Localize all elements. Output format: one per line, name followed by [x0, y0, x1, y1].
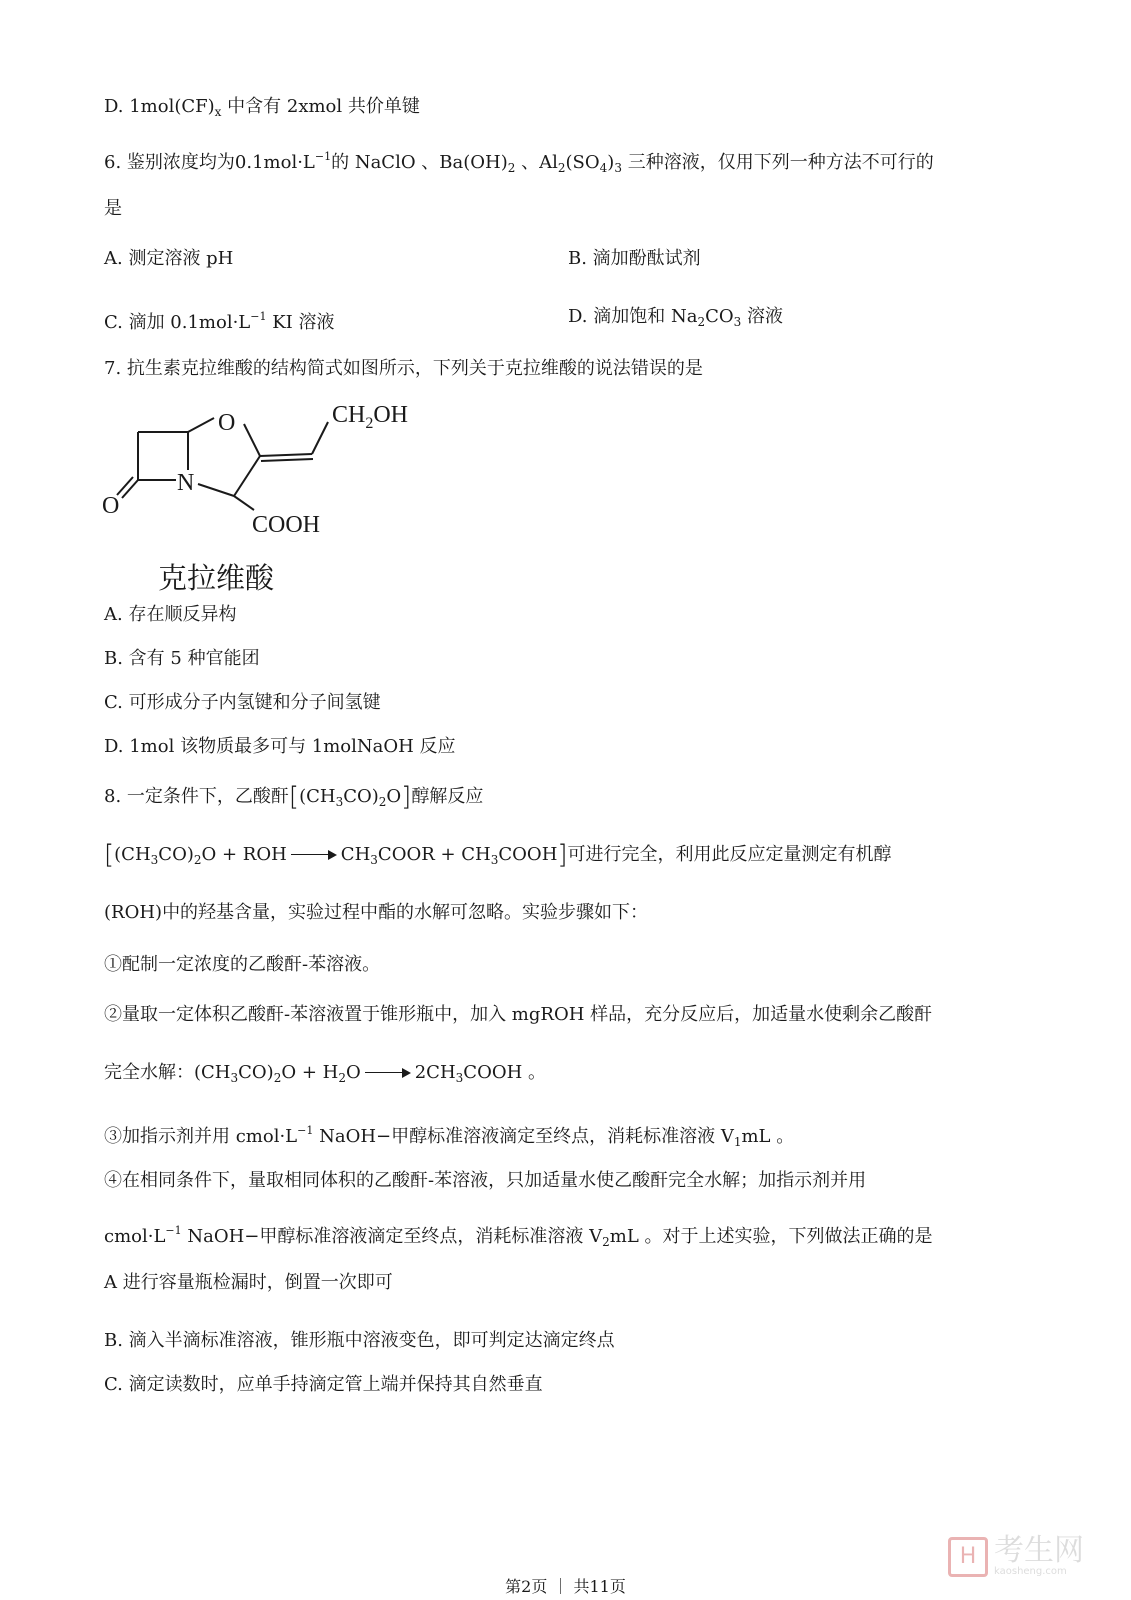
- q7-option-a: A. 存在顺反异构: [104, 604, 237, 625]
- q8-step4: ④在相同条件下，量取相同体积的乙酸酐-苯溶液，只加适量水使乙酸酐完全水解；加指示剂并用: [104, 1170, 867, 1191]
- text: C. 滴加 0.1mol·L: [104, 312, 251, 333]
- q7-option-c: C. 可形成分子内氢键和分子间氢键: [104, 692, 381, 713]
- watermark: [948, 1533, 1084, 1577]
- subscript: 2: [602, 1235, 610, 1249]
- reaction-arrow: [365, 1068, 411, 1078]
- watermark-logo-icon: H: [948, 1537, 988, 1577]
- text: 完全水解：: [104, 1062, 194, 1083]
- text: ③加指示剂并用 cmol·L: [104, 1126, 298, 1147]
- text: 溶液: [741, 306, 783, 327]
- text: CH: [332, 402, 366, 428]
- subscript: 3: [490, 853, 499, 867]
- q7-option-b: B. 含有 5 种官能团: [104, 648, 260, 669]
- superscript: −1: [250, 310, 267, 323]
- text: NaOH−甲醇标准溶液滴定至终点，消耗标准溶液 V: [313, 1126, 734, 1147]
- text: (SO: [565, 152, 600, 173]
- text: 中的羟基含量，实验过程中酯的水解可忽略。实验步骤如下：: [162, 902, 649, 923]
- superscript: −1: [314, 150, 332, 163]
- text: cmol·L: [104, 1226, 166, 1247]
- cooh-label: COOH: [252, 512, 321, 538]
- text: 可进行完全，利用此反应定量测定有机醇: [567, 844, 892, 865]
- q6-option-d: [568, 304, 783, 335]
- clavulanic-acid-structure: [100, 400, 420, 550]
- reaction-arrow: [291, 850, 337, 860]
- structure-caption: 克拉维酸: [158, 561, 275, 595]
- text: O + ROH: [201, 844, 287, 865]
- text: KI 溶液: [266, 312, 335, 333]
- text: CO: [705, 306, 734, 327]
- subscript: 2: [557, 161, 566, 175]
- text: CO): [343, 786, 379, 807]
- q8-stem: 8. 一定条件下，乙酸酐$[(CH_3CO)_2O]$醇解反应: [104, 782, 484, 812]
- subscript: 2: [273, 1071, 282, 1085]
- q7-stem: 7. 抗生素克拉维酸的结构简式如图所示，下列关于克拉维酸的说法错误的是: [104, 358, 703, 379]
- q8-step2-equation: [104, 1060, 546, 1091]
- subscript: 2: [338, 1071, 346, 1085]
- q5-option-d: [104, 94, 420, 125]
- subscript: 3: [335, 795, 344, 809]
- text: (CH: [114, 844, 151, 865]
- text: 0.1mol·L: [234, 152, 315, 173]
- q8-reaction-equation: [$(CH_3CO)_2O$ + ROH $CH_3COOR$ + $CH_3COOH$]可进行完全，利用此反应定量测定有机醇: [104, 840, 892, 870]
- q6-option-a: A. 测定溶液 pH: [104, 248, 234, 269]
- q8-step2: ②量取一定体积乙酸酐-苯溶液置于锥形瓶中，加入 mgROH 样品，充分反应后，加适量水使剩余乙酸酐: [104, 1004, 933, 1025]
- subscript: 3: [150, 853, 159, 867]
- text: 的 NaClO 、Ba(OH): [331, 152, 508, 173]
- text: COOH 。: [463, 1062, 547, 1083]
- q8-step1: ①配制一定浓度的乙酸酐-苯溶液。: [104, 954, 381, 975]
- text: 醇解反应: [411, 786, 484, 807]
- q7-option-d: D. 1mol 该物质最多可与 1molNaOH 反应: [104, 736, 456, 757]
- subscript: 2: [365, 415, 374, 432]
- text: CH: [340, 844, 371, 865]
- q8-line3: [104, 900, 648, 926]
- keto-oxygen-label: O: [102, 493, 120, 519]
- text: mL 。对于上述实验，下列做法正确的是: [609, 1226, 933, 1247]
- q6-option-c: [104, 304, 335, 336]
- text: 8. 一定条件下，乙酸酐: [104, 786, 289, 807]
- subscript: 3: [455, 1071, 464, 1085]
- subscript: 3: [370, 853, 378, 867]
- text: 三种溶液，仅用下列一种方法不可行的: [621, 152, 934, 173]
- ch2oh-label: [332, 402, 408, 432]
- page-footer: 第2页 ｜ 共11页: [505, 1577, 626, 1596]
- text: OH: [373, 402, 409, 428]
- q8-step3: [104, 1118, 794, 1155]
- nitrogen-label: N: [177, 470, 195, 496]
- text: mL 。: [741, 1126, 795, 1147]
- text: D. 滴加饱和 Na: [568, 306, 698, 327]
- subscript: 1: [733, 1135, 742, 1149]
- q8-step4-continued: [104, 1218, 933, 1255]
- text: 中含有 2xmol 共价单键: [221, 96, 420, 117]
- watermark-site: kaosheng.com: [994, 1566, 1067, 1577]
- subscript: 2: [507, 161, 516, 175]
- text: (CH: [299, 786, 336, 807]
- subscript: x: [214, 105, 222, 119]
- text: CO): [238, 1062, 274, 1083]
- text: NaOH−甲醇标准溶液滴定至终点，消耗标准溶液 V: [181, 1226, 603, 1247]
- text: 6. 鉴别浓度均为: [104, 152, 235, 173]
- text: O: [386, 786, 402, 807]
- subscript: 2: [697, 315, 706, 329]
- subscript: 3: [733, 315, 742, 329]
- text: O: [345, 1062, 361, 1083]
- ring-oxygen-label: O: [218, 410, 236, 436]
- text: COOR + CH: [377, 844, 491, 865]
- text: D. 1mol(CF): [104, 96, 215, 117]
- text: 、Al: [515, 152, 558, 173]
- superscript: −1: [297, 1124, 314, 1137]
- q6-stem-continued: 是: [104, 198, 122, 219]
- text: (ROH): [104, 902, 163, 923]
- text: ): [607, 152, 615, 173]
- text: COOH: [498, 844, 558, 865]
- q6-option-b: B. 滴加酚酞试剂: [568, 248, 701, 269]
- q6-stem: [104, 144, 934, 181]
- superscript: −1: [165, 1224, 182, 1237]
- text: 2CH: [414, 1062, 456, 1083]
- structure-labels: [102, 402, 408, 538]
- subscript: 3: [230, 1071, 239, 1085]
- subscript: 4: [599, 161, 608, 175]
- q8-option-a: A 进行容量瓶检漏时，倒置一次即可: [104, 1272, 393, 1293]
- subscript: 3: [614, 161, 622, 175]
- watermark-text: 考生网: [994, 1533, 1084, 1568]
- text: (CH: [194, 1062, 231, 1083]
- subscript: 2: [193, 853, 202, 867]
- q8-option-c: C. 滴定读数时，应单手持滴定管上端并保持其自然垂直: [104, 1374, 543, 1395]
- text: O + H: [281, 1062, 339, 1083]
- text: CO): [158, 844, 194, 865]
- q8-option-b: B. 滴入半滴标准溶液，锥形瓶中溶液变色，即可判定达滴定终点: [104, 1330, 615, 1351]
- subscript: 2: [378, 795, 387, 809]
